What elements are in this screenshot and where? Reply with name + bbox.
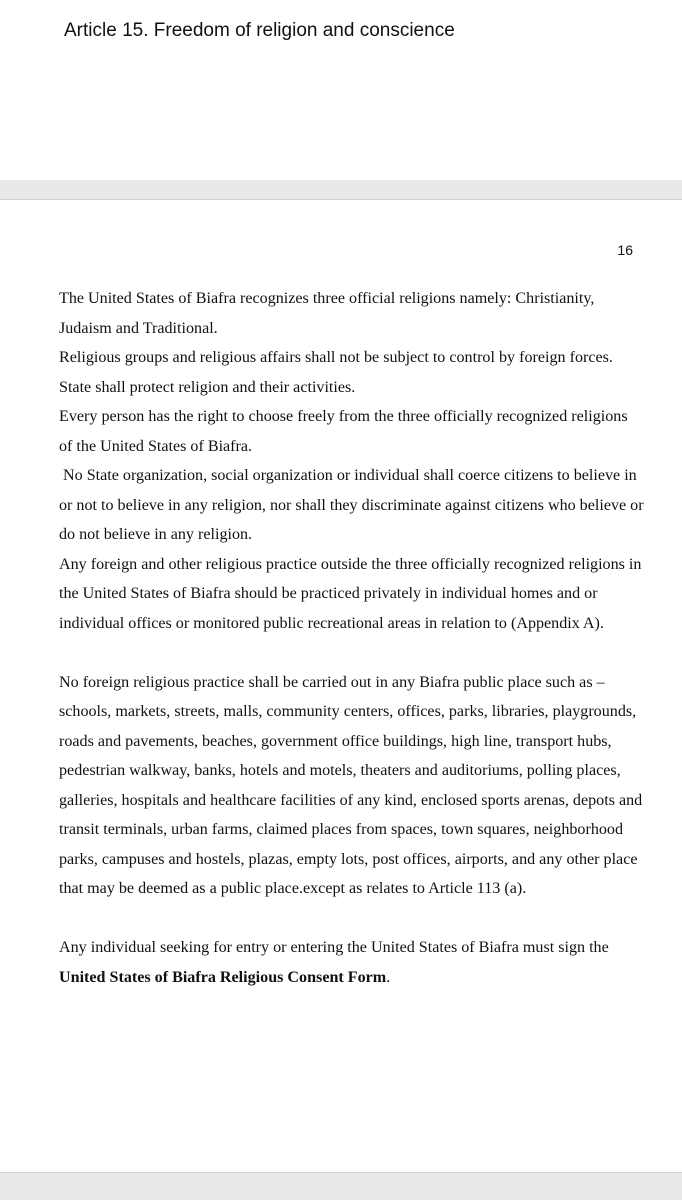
paragraph-consent-form <box>59 933 649 992</box>
paragraph-foreign-control: Religious groups and religious affairs shall not be subject to control by foreign forces. State shall protect religion and their activities. <box>59 349 613 396</box>
paragraph-no-coercion: No State organization, social organization or individual shall coerce citizens to believe in or not to believe in any religion, nor shall they discriminate against citizens who believe or do not believe in any religion. <box>59 467 648 543</box>
consent-period: . <box>386 968 391 986</box>
page-separator <box>0 180 682 200</box>
consent-form-name: United States of Biafra Religious Consent Form <box>59 968 387 986</box>
paragraph-official-religions: The United States of Biafra recognizes three official religions namely: Christianity, Judaism and Traditional. <box>59 290 595 337</box>
previous-page-bottom <box>0 0 682 180</box>
page-number: 16 <box>617 242 633 258</box>
paragraph-right-to-choose: Every person has the right to choose freely from the three officially recognized religions of the United States of Biafra. <box>59 408 628 455</box>
page-body <box>59 284 649 992</box>
paragraph-spacer <box>59 638 649 668</box>
paragraph-spacer <box>59 904 649 934</box>
consent-text: Any individual seeking for entry or entering the United States of Biafra must sign the <box>59 939 609 956</box>
article-title: Article 15. Freedom of religion and conscience <box>64 20 455 41</box>
paragraph-private-practice: Any foreign and other religious practice outside the three officially recognized religions in the United States of Biafra should be practiced privately in individual homes and or individual offices or monitored public recreational areas in relation to (Appendix A). <box>59 555 642 632</box>
paragraph-public-places: No foreign religious practice shall be carried out in any Biafra public place such as – schools, markets, streets, malls, community centers, offices, parks, libraries, playgrounds, roads and pavements, beaches, government office buildings, high line, transport hubs, pedestrian walkway, banks, hotels and motels, theaters and auditoriums, polling places, galleries, hospitals and healthcare facilities of any kind, enclosed sports arenas, depots and transit terminals, urban farms, claimed places from spaces, town squares, neighborhood parks, campuses and hostels, plazas, empty lots, post offices, airports, and any other place that may be deemed as a public place.except as relates to Article 113 (a). <box>59 673 643 897</box>
page-separator <box>0 1172 682 1200</box>
document-page <box>0 200 682 1172</box>
